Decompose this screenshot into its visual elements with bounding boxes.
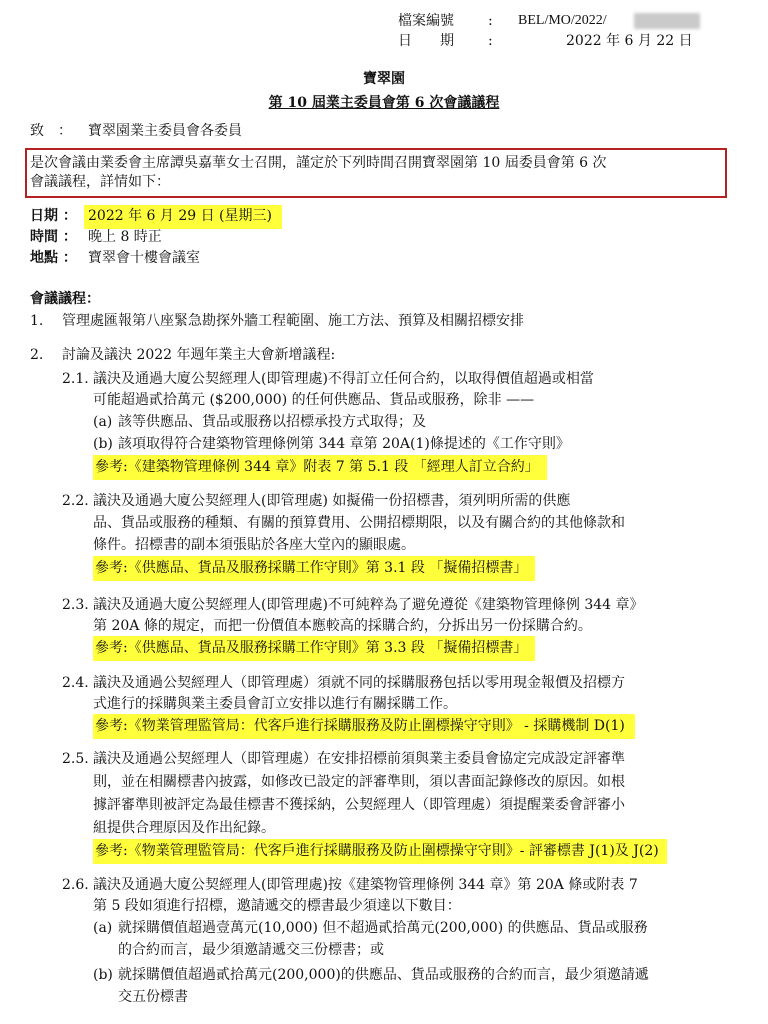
subitem-2-5-reference: 參考:《物業管理監管局：代客戶進行採購服務及防止圍標操守守則》- 評審標書 J(1)及 J(2) <box>93 839 667 864</box>
subitem-2-1-number: 2.1. <box>62 371 89 387</box>
intro-line-2: 會議議程，詳情如下： <box>30 174 170 190</box>
subitem-2-3-reference: 參考:《供應品、貨品及服務採購工作守則》第 3.3 段 「擬備招標書」 <box>93 636 535 661</box>
recipient-label: 致 ： <box>30 123 72 139</box>
subitem-2-6-b-line-1: 就採購價值超過貳拾萬元(200,000)的供應品、貨品或服務的合約而言，最少須邀請遞 <box>118 967 649 983</box>
subitem-2-1-a-text: 該等供應品、貨品或服務以招標承投方式取得；及 <box>118 414 426 430</box>
meeting-time-label: 時間 ： <box>30 229 77 245</box>
agenda-item-2-text: 討論及議決 2022 年週年業主大會新增議程: <box>62 347 336 363</box>
meeting-place-label: 地點 ： <box>30 250 77 266</box>
subitem-2-1-reference: 參考:《建築物管理條例 344 章》附表 7 第 5.1 段 「經理人訂立合約」 <box>93 455 547 480</box>
subitem-2-5-line-4: 組提供合理原因及作出紀錄。 <box>93 820 275 836</box>
date-colon: : <box>488 33 493 49</box>
subitem-2-6-b-label: (b) <box>93 967 113 983</box>
subitem-2-6-a-line-1: 就採購價值超過壹萬元(10,000) 但不超過貳拾萬元(200,000) 的供應品、貨品或服務 <box>118 920 648 936</box>
subitem-2-6-line-2: 第 5 段如須進行招標，邀請遞交的標書最少須達以下數目： <box>93 898 461 914</box>
subitem-2-6-a-line-2: 的合約而言，最少須邀請遞交三份標書；或 <box>118 942 384 958</box>
subitem-2-4-number: 2.4. <box>62 675 89 691</box>
subitem-2-5-line-2: 則，並在相關標書內披露，如修改已設定的評審準則，須以書面記錄修改的原因。如根 <box>93 774 625 790</box>
subitem-2-3-line-1: 議決及通過大廈公契經理人(即管理處)不可純粹為了避免遵從《建築物管理條例 344 章》 <box>93 597 644 613</box>
intro-line-1: 是次會議由業委會主席譚吳嘉華女士召開，謹定於下列時間召開寶翠園第 10 屆委員會第 6 次 <box>30 155 607 171</box>
subitem-2-1-line-2: 可能超過貳拾萬元 ($200,000) 的任何供應品、貨品或服務，除非 —— <box>93 392 535 408</box>
subitem-2-3-line-2: 第 20A 條的規定，而把一份價值本應較高的採購合約，分拆出另一份採購合約。 <box>93 618 592 634</box>
subitem-2-6-b-line-2: 交五份標書 <box>118 989 188 1005</box>
date-label: 日 期 <box>398 33 454 49</box>
subitem-2-1-a-label: (a) <box>93 414 113 430</box>
subitem-2-2-line-2: 品、貨品或服務的種類、有關的預算費用、公開招標期限，以及有關合約的其他條款和 <box>93 515 625 531</box>
subitem-2-2-number: 2.2. <box>62 493 89 509</box>
subitem-2-3-number: 2.3. <box>62 597 89 613</box>
subitem-2-1-b-label: (b) <box>93 436 113 452</box>
meeting-date-value: 2022 年 6 月 29 日 (星期三) <box>84 205 282 229</box>
subitem-2-1-b-text: 該項取得符合建築物管理條例第 344 章第 20A(1)條提述的《工作守則》 <box>118 436 570 452</box>
subitem-2-5-line-3: 據評審準則被評定為最佳標書不獲採納，公契經理人（即管理處）須提醒業委會評審小 <box>93 797 625 813</box>
agenda-item-1-text: 管理處匯報第八座緊急勘探外牆工程範圍、施工方法、預算及相關招標安排 <box>62 313 524 329</box>
agenda-heading: 會議議程： <box>30 291 100 307</box>
subitem-2-6-number: 2.6. <box>62 877 89 893</box>
organization-title: 寶翠園 <box>363 71 405 87</box>
document-date: 2022 年 6 月 22 日 <box>566 33 693 49</box>
meeting-agenda-title: 第 10 屆業主委員會第 6 次會議議程 <box>268 95 500 111</box>
subitem-2-6-a-label: (a) <box>93 920 113 936</box>
subitem-2-5-line-1: 議決及通過公契經理人（即管理處）在安排招標前須與業主委員會協定完成設定評審準 <box>93 751 625 767</box>
meeting-place-value: 寶翠會十樓會議室 <box>88 250 200 266</box>
subitem-2-2-line-3: 條件。招標書的副本須張貼於各座大堂內的顯眼處。 <box>93 537 415 553</box>
subitem-2-6-line-1: 議決及通過大廈公契經理人(即管理處)按《建築物管理條例 344 章》第 20A 條或附表 7 <box>93 877 638 893</box>
subitem-2-2-reference: 參考:《供應品、貨品及服務採購工作守則》第 3.1 段 「擬備招標書」 <box>93 556 535 581</box>
subitem-2-4-reference: 參考:《物業管理監管局：代客戶進行採購服務及防止圍標操守守則》 - 採購機制 D(1) <box>93 714 635 739</box>
redacted-block <box>634 13 700 29</box>
meeting-date-label: 日期 ： <box>30 208 77 224</box>
subitem-2-4-line-2: 式進行的採購與業主委員會訂立安排以進行有關採購工作。 <box>93 696 457 712</box>
recipient-value: 寶翠園業主委員會各委員 <box>88 123 242 139</box>
meeting-time-value: 晚上 8 時正 <box>88 229 162 245</box>
file-number-label: 檔案編號 <box>398 13 454 29</box>
agenda-item-2-number: 2. <box>30 347 44 363</box>
subitem-2-2-line-1: 議決及通過大廈公契經理人(即管理處) 如擬備一份招標書，須列明所需的供應 <box>93 493 571 509</box>
file-number-value: BEL/MO/2022/ <box>518 13 607 28</box>
subitem-2-1-line-1: 議決及通過大廈公契經理人(即管理處)不得訂立任何合約，以取得價值超過或相當 <box>93 371 594 387</box>
subitem-2-4-line-1: 議決及通過公契經理人（即管理處）須就不同的採購服務包括以零用現金報價及招標方 <box>93 675 625 691</box>
agenda-item-1-number: 1. <box>30 313 44 329</box>
subitem-2-5-number: 2.5. <box>62 751 89 767</box>
file-number-colon: : <box>488 13 493 29</box>
